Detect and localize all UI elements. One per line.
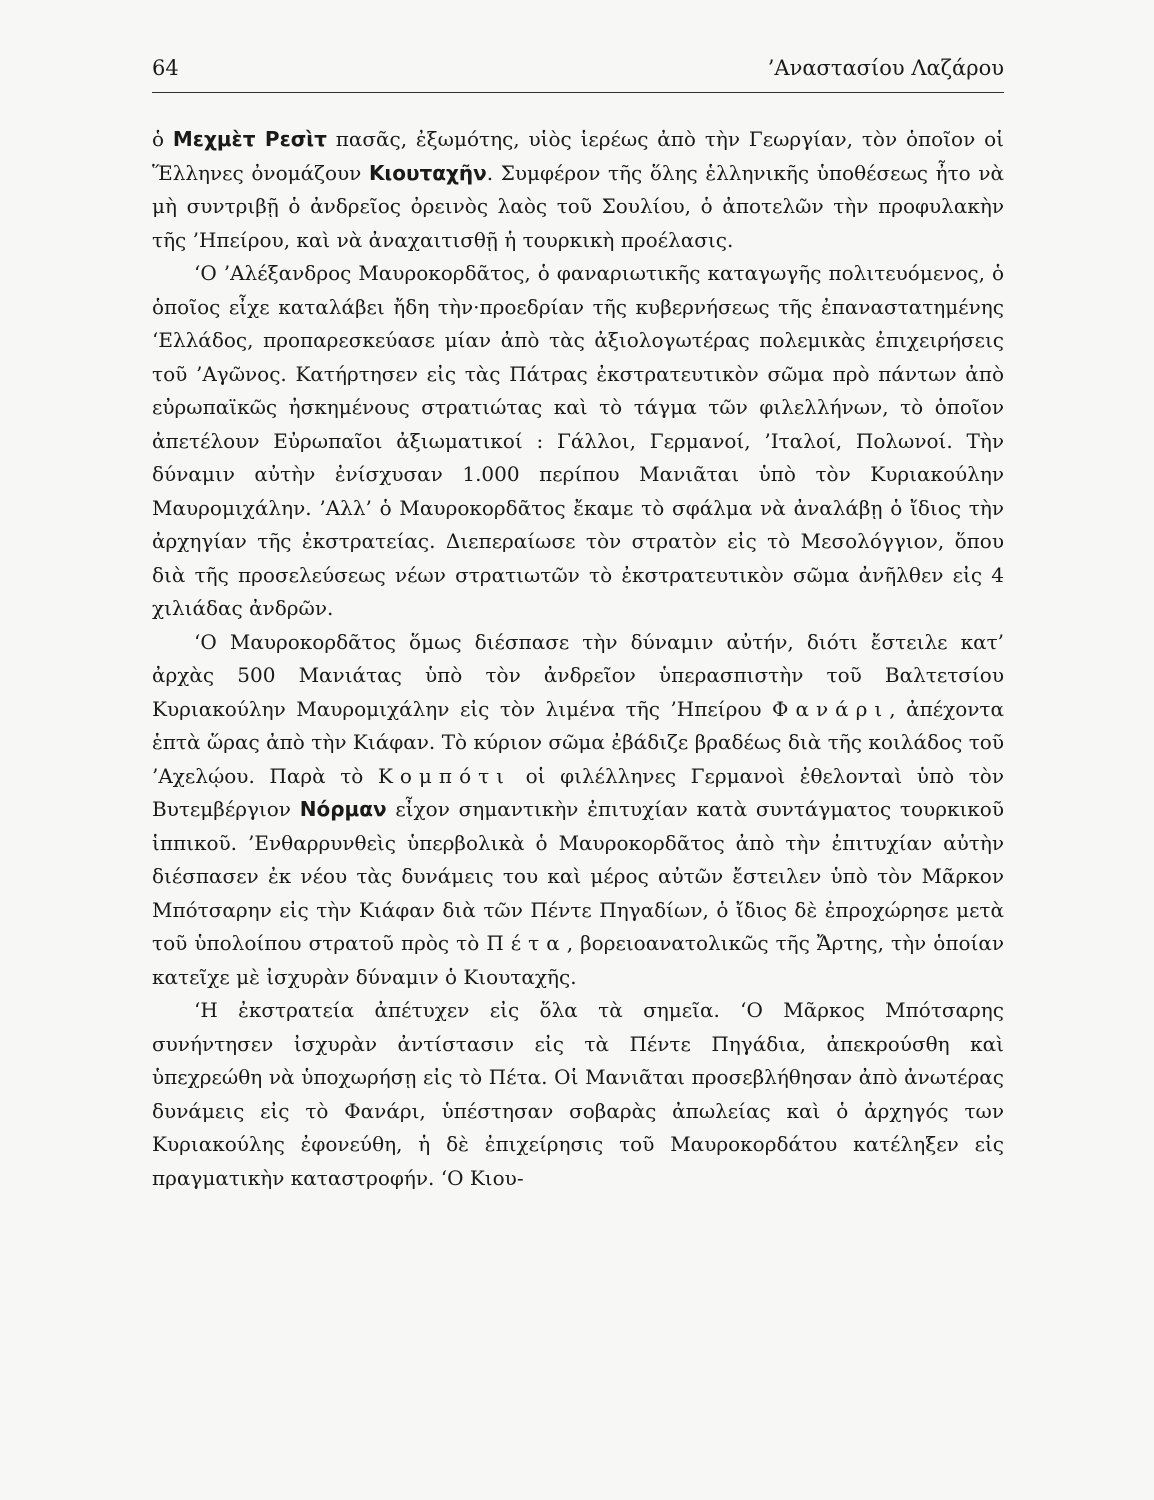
body-text bbox=[152, 123, 1004, 1195]
text-run: ὁ bbox=[152, 127, 173, 151]
header-rule bbox=[152, 92, 1004, 93]
paragraph-3 bbox=[152, 626, 1004, 995]
text-run: οἱ φιλέλληνες Γερμανοὶ ἐθελονταὶ ὑπὸ τὸν Βυτεμβέργιον bbox=[152, 763, 1004, 821]
spaced-place-name: Κομπότι bbox=[377, 763, 512, 788]
text-run: . Συμφέρον τῆς ὅλης ἑλληνικῆς ὑποθέσεως ἦτο νὰ μὴ συντριβῇ ὁ ἀνδρεῖος ὀρεινὸς λαὸς τοῦ Σουλίου, ὁ ἀποτελῶν τὴν προφυλακὴν τῆς ’Ηπείρου, καὶ νὰ ἀναχαιτισθῇ ἡ τουρκικὴ προέλασις. bbox=[152, 160, 1004, 252]
spaced-place-name: Φανάρι bbox=[772, 696, 890, 721]
text-run: εἶχον σημαντικὴν ἐπιτυχίαν κατὰ συντάγματος τουρκικοῦ ἱππικοῦ. ’Ενθαρρυνθεὶς ὑπερβολικὰ ὁ Μαυροκορδᾶτος ἀπὸ τὴν ἐπιτυχίαν αὐτὴν διέσπασεν ἐκ νέου τὰς δυνάμεις του καὶ μέρος αὐτῶν ἔστειλεν ὑπὸ τὸν Μᾶρκον Μπότσαρην εἰς τὴν Κιάφαν διὰ τῶν Πέντε Πηγαδίων, ὁ ἴδιος δὲ ἐπροχώρησε μετὰ τοῦ ὑπολοίπου στρατοῦ πρὸς τὸ bbox=[152, 797, 1004, 955]
bold-name: Μεχμὲτ Ρεσὶτ bbox=[172, 127, 327, 151]
page-number: 64 bbox=[152, 56, 179, 80]
text-run: ‘Η ἐκστρατεία ἀπέτυχεν εἰς ὅλα τὰ σημεῖα. ‘Ο Μᾶρκος Μπότσαρης συνήντησεν ἰσχυρὰν ἀντίστασιν εἰς τὰ Πέντε Πηγάδια, ἀπεκρούσθη καὶ ὑπεχρεώθη νὰ ὑποχωρήσῃ εἰς τὸ Πέτα. Οἱ Μανιᾶται προσεβλήθησαν ἀπὸ ἀνωτέρας δυνάμεις εἰς τὸ Φανάρι, ὑπέστησαν σοβαρὰς ἀπωλείας καὶ ὁ ἀρχηγός των Κυριακούλης ἐφονεύθη, ἡ δὲ ἐπιχείρησις τοῦ Μαυροκορδάτου κατέληξεν εἰς πραγματικὴν καταστροφήν. ‘Ο Κιου- bbox=[152, 998, 1004, 1190]
text-run: ‘Ο ’Αλέξανδρος Μαυροκορδᾶτος, ὁ φαναριωτικῆς καταγωγῆς πολιτευόμενος, ὁ ὁποῖος εἶχε καταλάβει ἤδη τὴν·προεδρίαν τῆς κυβερνήσεως τῆς ἐπαναστατημένης ‘Ελλάδος, προπαρεσκεύασε μίαν ἀπὸ τὰς ἀξιολογωτέρας πολεμικὰς ἐπιχειρήσεις τοῦ ’Αγῶνος. Κατήρτησεν εἰς τὰς Πάτρας ἐκστρατευτικὸν σῶμα πρὸ πάντων ἀπὸ εὐρωπαϊκῶς ἠσκημένους στρατιώτας καὶ τὸ τάγμα τῶν φιλελλήνων, τὸ ὁποῖον ἀπετέλουν Εὐρωπαῖοι ἀξιωματικοί : Γάλλοι, Γερμανοί, ’Ιταλοί, Πολωνοί. Τὴν δύναμιν αὐτὴν ἐνίσχυσαν 1.000 περίπου Μανιᾶται ὑπὸ τὸν Κυριακούλην Μαυρομιχάλην. ’Αλλ’ ὁ Μαυροκορδᾶτος ἔκαμε τὸ σφάλμα νὰ ἀναλάβῃ ὁ ἴδιος τὴν ἀρχηγίαν τῆς ἐκστρατείας. Διεπεραίωσε τὸν στρατὸν εἰς τὸ Μεσολόγγιον, ὅπου διὰ τῆς προσελεύσεως νέων στρατιωτῶν τὸ ἐκστρατευτικὸν σῶμα ἀνῆλθεν εἰς 4 χιλιάδας ἀνδρῶν. bbox=[152, 261, 1004, 620]
running-header bbox=[152, 56, 1004, 90]
text-run: , ἀπέχοντα ἑπτὰ ὥρας ἀπὸ τὴν Κιάφαν. Τὸ κύριον σῶμα ἐβάδιζε βραδέως διὰ τῆς κοιλάδος τοῦ ’Αχελῴου. Παρὰ τὸ bbox=[152, 696, 1004, 788]
paragraph-4 bbox=[152, 994, 1004, 1195]
spaced-place-name: Πέτα bbox=[486, 931, 567, 955]
text-run: , βορειοανατολικῶς τῆς Ἄρτης, τὴν ὁποίαν κατεῖχε μὲ ἰσχυρὰν δύναμιν ὁ Κιουταχῆς. bbox=[152, 931, 1005, 989]
text-run: ‘Ο Μαυροκορδᾶτος ὅμως διέσπασε τὴν δύναμιν αὐτήν, διότι ἔστειλε κατ’ ἀρχὰς 500 Μανιάτας ὑπὸ τὸν ἀνδρεῖον ὑπερασπιστὴν τοῦ Βαλτετσίου Κυριακούλην Μαυρομιχάλην εἰς τὸν λιμένα τῆς ’Ηπείρου bbox=[152, 629, 1004, 721]
paragraph-2 bbox=[152, 257, 1004, 626]
paragraph-1 bbox=[152, 123, 1004, 257]
running-author: ’Αναστασίου Λαζάρου bbox=[767, 56, 1004, 80]
text-run: πασᾶς, ἐξωμότης, υἱὸς ἱερέως ἀπὸ τὴν Γεωργίαν, τὸν ὁποῖον οἱ Ἕλληνες ὀνομάζουν bbox=[152, 127, 1004, 185]
bold-name: Κιουταχῆν bbox=[368, 160, 487, 185]
bold-name: Νόρμαν bbox=[299, 797, 387, 821]
